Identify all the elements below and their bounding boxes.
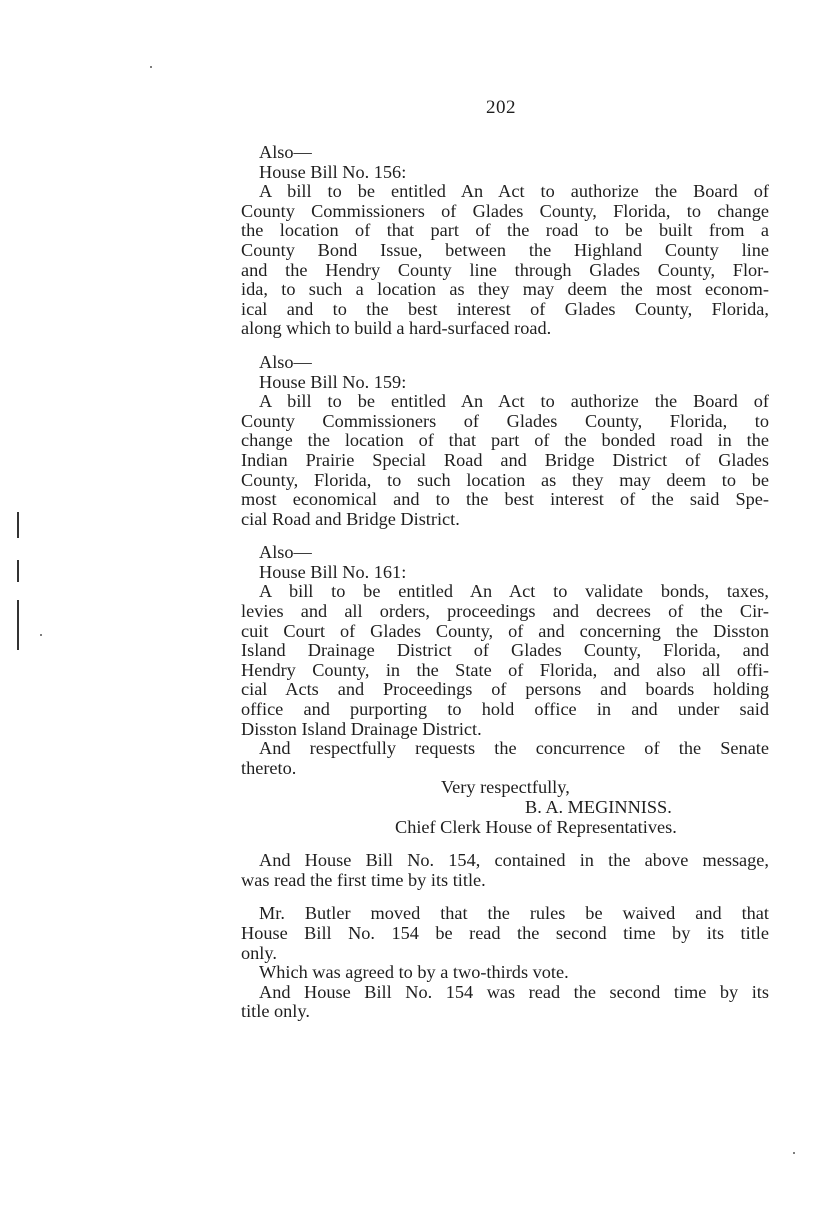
text-line: office and purporting to hold office in and under said — [241, 699, 769, 720]
text-line: Also— — [259, 142, 312, 162]
text-line: only. — [241, 942, 277, 963]
text-line: A bill to be entitled An Act to authorize the Board of — [259, 181, 769, 202]
text-line: cial Acts and Proceedings of persons and boards holding — [241, 679, 769, 700]
margin-mark — [17, 560, 19, 582]
paragraph — [241, 904, 769, 1022]
text-line: House Bill No. 156: — [259, 161, 407, 182]
paragraph — [241, 143, 769, 339]
paragraph-gap — [241, 890, 769, 904]
text-line: and the Hendry County line through Glades County, Flor- — [241, 259, 769, 280]
signature-closing: Very respectfully, — [441, 777, 570, 798]
paragraph — [241, 353, 769, 529]
paragraph — [241, 851, 769, 890]
scan-speck — [40, 634, 42, 636]
text-line: Island Drainage District of Glades County, Florida, and — [241, 640, 769, 661]
text-line: County Commissioners of Glades County, Florida, to — [241, 410, 769, 431]
signature-block — [241, 778, 769, 837]
text-line: Disston Island Drainage District. — [241, 718, 482, 739]
text-line: title only. — [241, 1001, 310, 1022]
text-line: House Bill No. 161: — [259, 561, 407, 582]
text-line: cuit Court of Glades County, of and concerning the Disston — [241, 620, 769, 641]
signature-name: B. A. MEGINNISS. — [525, 797, 672, 817]
text-line: Indian Prairie Special Road and Bridge District of Glades — [241, 449, 769, 470]
paragraph-gap — [241, 339, 769, 353]
text-line: And House Bill No. 154 was read the second time by its — [259, 981, 769, 1002]
text-line: Mr. Butler moved that the rules be waived and that — [259, 903, 769, 924]
text-line: most economical and to the best interest of the said Spe- — [241, 489, 769, 510]
scan-speck — [793, 1152, 795, 1154]
text-line: cial Road and Bridge District. — [241, 508, 460, 529]
text-line: Also— — [259, 542, 312, 563]
text-line: thereto. — [241, 757, 297, 778]
page-body — [241, 143, 769, 1022]
text-line: ida, to such a location as they may deem the most econom- — [241, 279, 769, 300]
text-line: House Bill No. 154 be read the second time by its title — [241, 922, 769, 943]
text-line: Also— — [259, 351, 312, 372]
text-line: House Bill No. 159: — [259, 371, 407, 392]
text-line: A bill to be entitled An Act to authorize the Board of — [259, 391, 769, 412]
text-line: change the location of that part of the bonded road in the — [241, 430, 769, 451]
text-line: Hendry County, in the State of Florida, and also all offi- — [241, 659, 769, 680]
text-line: along which to build a hard-surfaced road. — [241, 318, 552, 339]
paragraph — [241, 543, 769, 778]
scan-speck — [150, 66, 152, 68]
text-line: And House Bill No. 154, contained in the above message, — [259, 850, 769, 871]
text-line: levies and all orders, proceedings and decrees of the Cir- — [241, 601, 769, 622]
signature-title: Chief Clerk House of Representatives. — [395, 816, 677, 837]
text-line: County Bond Issue, between the Highland County line — [241, 239, 769, 260]
paragraph-gap — [241, 837, 769, 851]
text-line: And respectfully requests the concurrence of the Senate — [259, 738, 769, 759]
text-line: County, Florida, to such location as they may deem to be — [241, 469, 769, 490]
margin-mark — [17, 512, 19, 538]
margin-mark — [17, 600, 19, 650]
text-line: Which was agreed to by a two-thirds vote. — [259, 962, 569, 983]
text-line: ical and to the best interest of Glades County, Florida, — [241, 298, 769, 319]
paragraph-gap — [241, 529, 769, 543]
text-line: County Commissioners of Glades County, Florida, to change — [241, 200, 769, 221]
text-line: was read the first time by its title. — [241, 869, 486, 890]
text-line: A bill to be entitled An Act to validate bonds, taxes, — [259, 581, 769, 602]
page-number: 202 — [486, 97, 516, 118]
text-line: the location of that part of the road to be built from a — [241, 220, 769, 241]
